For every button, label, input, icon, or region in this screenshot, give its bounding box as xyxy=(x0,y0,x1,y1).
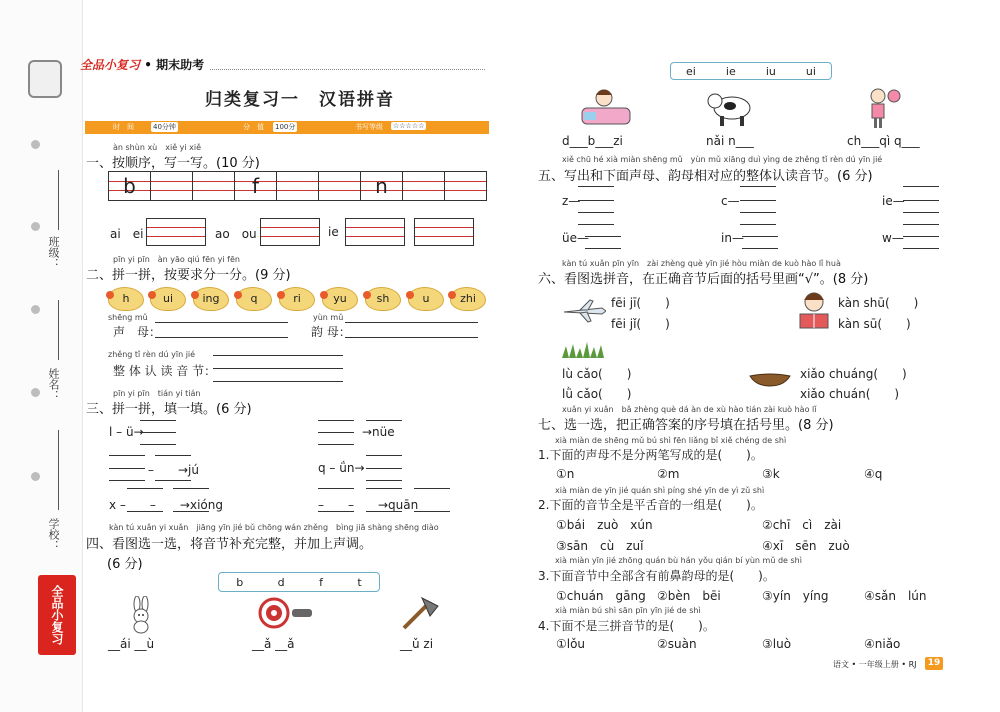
choice-letter: t xyxy=(357,575,362,589)
answer-line[interactable] xyxy=(109,468,145,469)
grid-cell[interactable]: n xyxy=(360,171,403,201)
q7-q1-opt: ③k xyxy=(762,467,780,481)
answer-line[interactable] xyxy=(903,248,939,249)
yunmu-pinyin: yùn mǔ xyxy=(313,313,344,322)
q7-q4-opt: ②suàn xyxy=(657,637,697,651)
answer-line[interactable] xyxy=(414,488,450,489)
q4-answer: __ǎ __ǎ xyxy=(252,637,295,651)
q7-q3-opt: ④sǎn lún xyxy=(864,589,927,603)
time-label: 时 间 xyxy=(113,123,134,131)
answer-line[interactable] xyxy=(318,511,354,512)
q1-answer-box[interactable] xyxy=(146,218,206,246)
q7-q4-pinyin: xià miàn bú shì sān pīn yīn jié de shì xyxy=(555,606,701,615)
q7-q4-opt: ③luò xyxy=(762,637,792,651)
answer-line[interactable] xyxy=(578,224,614,225)
answer-line[interactable] xyxy=(366,420,402,421)
answer-line[interactable] xyxy=(903,200,939,201)
zhengti-label: 整 体 认 读 音 节： xyxy=(113,364,217,378)
q5-item: in— xyxy=(721,231,744,245)
grass-icon xyxy=(562,340,604,358)
time-value: 40分钟 xyxy=(153,123,176,131)
grid-cell[interactable] xyxy=(318,171,361,201)
chick-card: ui xyxy=(150,287,186,311)
grid-cell[interactable] xyxy=(444,171,487,201)
class-line xyxy=(58,170,59,230)
answer-line[interactable] xyxy=(578,212,614,213)
answer-line[interactable] xyxy=(173,488,209,489)
school-line xyxy=(58,430,59,510)
q7-q2-opt: ④xī sēn zuò xyxy=(762,539,850,553)
q7-pinyin: xuǎn yi xuǎn bǎ zhèng què dá àn de xù hào tián zài kuò hào lǐ xyxy=(562,405,817,414)
chick-card: yu xyxy=(322,287,358,311)
grade-label: 书写等级 xyxy=(355,123,383,131)
answer-line[interactable] xyxy=(318,444,354,445)
chick-card: q xyxy=(236,287,272,311)
answer-line[interactable] xyxy=(366,468,402,469)
answer-line[interactable] xyxy=(140,432,176,433)
q6-option: lǜ cǎo( ) xyxy=(562,387,632,401)
q5-item: z— xyxy=(562,194,581,208)
answer-line[interactable] xyxy=(585,248,621,249)
chick-card: zhi xyxy=(450,287,486,311)
q7-q3-opt: ②bèn bēi xyxy=(657,589,721,603)
answer-line[interactable] xyxy=(318,488,354,489)
q5-title: 五、写出和下面声母、韵母相对应的整体认读音节。(6 分) xyxy=(538,169,873,184)
q3-item: →nüe xyxy=(362,425,395,439)
shengmu-pinyin: shēng mǔ xyxy=(108,313,148,322)
answer-line[interactable] xyxy=(213,355,343,356)
q7-q4-text: 4.下面不是三拼音节的是( )。 xyxy=(538,619,715,633)
answer-line[interactable] xyxy=(903,212,939,213)
binding-hole-icon xyxy=(31,305,40,314)
choice-letter: f xyxy=(319,575,323,589)
q5-item: ie— xyxy=(882,194,905,208)
q2-pinyin: pīn yi pīn àn yāo qiú fēn yi fēn xyxy=(113,255,240,264)
answer-line[interactable] xyxy=(414,511,450,512)
q7-q3-opt: ③yín yíng xyxy=(762,589,829,603)
top-answer: nǎi n___ xyxy=(706,134,754,148)
footer-label: 语文 • 一年级上册 • RJ xyxy=(833,660,917,669)
answer-line[interactable] xyxy=(109,480,145,481)
answer-line[interactable] xyxy=(903,186,939,187)
grid-cell[interactable]: b xyxy=(108,171,151,201)
q6-title: 六、看图选拼音，在正确音节后面的括号里画“√”。(8 分) xyxy=(538,272,869,287)
answer-line[interactable] xyxy=(742,236,778,237)
school-label: 学校： xyxy=(47,518,60,551)
grid-cell[interactable] xyxy=(192,171,235,201)
answer-line[interactable] xyxy=(345,337,478,338)
yunmu-label: 韵 母： xyxy=(311,325,351,339)
q4-title: 四、看图选一选，将音节补充完整，并加上声调。 xyxy=(86,537,373,552)
chick-card: u xyxy=(408,287,444,311)
q4-answer: __ǔ zi xyxy=(400,637,434,651)
q7-q3-text: 3.下面音节中全部含有前鼻韵母的是( )。 xyxy=(538,569,775,583)
q1-pinyin: àn shùn xù xiě yi xiě xyxy=(113,143,202,152)
q3-pinyin: pīn yi pīn tián yi tián xyxy=(113,389,201,398)
chick-card: h xyxy=(108,287,144,311)
answer-line[interactable] xyxy=(578,200,614,201)
q3-item: – – →quān xyxy=(318,498,419,512)
q1-answer-box[interactable] xyxy=(414,218,474,246)
binding-hole-icon xyxy=(31,388,40,397)
choice-letter: ei xyxy=(686,64,696,78)
q3-item: x – – →xióng xyxy=(109,498,223,512)
q1-pair-2-label: ao ou xyxy=(215,227,257,241)
answer-line[interactable] xyxy=(366,455,402,456)
q7-q4-opt: ①lǒu xyxy=(556,637,586,651)
q6-option: xiǎo chuán( ) xyxy=(800,387,900,401)
q1-title: 一、按顺序，写一写。(10 分) xyxy=(86,156,260,171)
q7-q1-opt: ④q xyxy=(864,467,883,481)
choice-letter: b xyxy=(236,575,244,589)
page-number: 19 xyxy=(925,657,943,670)
answer-line[interactable] xyxy=(585,236,621,237)
q5-item: üe— xyxy=(562,231,589,245)
answer-line[interactable] xyxy=(140,420,176,421)
q5-item: c— xyxy=(721,194,740,208)
class-label: 班级： xyxy=(47,236,60,269)
top-answer: ch___qì q___ xyxy=(847,134,920,148)
q4-score: (6 分) xyxy=(107,557,143,572)
answer-line[interactable] xyxy=(578,186,614,187)
q5-pinyin: xiě chū hé xià miàn shēng mǔ yùn mǔ xiāng duì yìng de zhěng tǐ rèn dú yīn jié xyxy=(562,155,883,164)
q1-pair-3-label: ie xyxy=(328,225,339,239)
choice-letter: d xyxy=(277,575,285,589)
q6-option: fēi jǐ( ) xyxy=(611,317,670,331)
grade-value: ☆☆☆☆☆ xyxy=(393,122,425,130)
q7-q1-opt: ②m xyxy=(657,467,680,481)
q7-q4-opt: ④niǎo xyxy=(864,637,901,651)
answer-line[interactable] xyxy=(740,186,776,187)
answer-line[interactable] xyxy=(742,248,778,249)
q4-answer: __ái __ù xyxy=(108,637,155,651)
answer-line[interactable] xyxy=(155,480,191,481)
cow-icon xyxy=(706,86,754,128)
q1-answer-box[interactable] xyxy=(345,218,405,246)
score-label: 分 值 xyxy=(243,123,264,131)
page-title: 归类复习一 汉语拼音 xyxy=(205,90,395,110)
grid-cell[interactable] xyxy=(402,171,445,201)
answer-line[interactable] xyxy=(318,432,354,433)
girl-bath-icon xyxy=(578,86,634,128)
q7-q2-opt: ①bái zuò xún xyxy=(556,518,653,532)
seal-icon xyxy=(28,60,62,98)
q3-item: – →jú xyxy=(148,463,199,477)
name-line xyxy=(58,300,59,360)
q3-title: 三、拼一拼，填一填。(6 分) xyxy=(86,402,252,417)
answer-line[interactable] xyxy=(213,381,343,382)
choice-letter: ui xyxy=(805,64,816,78)
shengmu-label: 声 母： xyxy=(113,325,162,339)
q6-option: lù cǎo( ) xyxy=(562,367,632,381)
choice-letter: ie xyxy=(725,64,736,78)
boat-icon xyxy=(748,372,792,388)
q4-choice-box xyxy=(218,572,380,592)
airplane-icon xyxy=(562,298,606,324)
top-choice-box xyxy=(670,62,832,80)
binding-margin xyxy=(0,0,83,712)
q1-pair-1-label: ai ei xyxy=(110,227,144,241)
answer-line[interactable] xyxy=(903,224,939,225)
q7-q2-text: 2.下面的音节全是平舌音的一组是( )。 xyxy=(538,498,763,512)
target-icon xyxy=(258,597,316,629)
brand-logo-vertical: 全品小复习 xyxy=(38,575,76,655)
top-answer: d___b___zi xyxy=(562,134,623,148)
chick-card: ing xyxy=(193,287,229,311)
q7-q1-opt: ①n xyxy=(556,467,575,481)
girl-balloon-icon xyxy=(866,84,902,130)
answer-line[interactable] xyxy=(740,224,776,225)
q7-q3-opt: ①chuán gāng xyxy=(556,589,646,603)
q1-writing-grid xyxy=(108,171,486,201)
grid-cell[interactable] xyxy=(276,171,319,201)
header-divider xyxy=(210,69,485,70)
answer-line[interactable] xyxy=(173,511,209,512)
q7-q2-opt: ②chī cì zài xyxy=(762,518,842,532)
q7-q1-text: 1.下面的声母不是分两笔写成的是( )。 xyxy=(538,448,763,462)
q1-answer-box[interactable] xyxy=(260,218,320,246)
q6-option: kàn sū( ) xyxy=(838,317,911,331)
answer-line[interactable] xyxy=(155,322,288,323)
brand: 全品小复习 • 期末助考 xyxy=(80,58,205,72)
answer-line[interactable] xyxy=(155,455,191,456)
brand-sub: 期末助考 xyxy=(156,58,205,72)
girl-reading-icon xyxy=(796,290,832,332)
q3-item: q – ǘn→ xyxy=(318,461,365,475)
q3-item: l – ü→ xyxy=(109,425,144,439)
q6-option: kàn shū( ) xyxy=(838,296,919,310)
answer-line[interactable] xyxy=(127,511,163,512)
answer-line[interactable] xyxy=(366,511,402,512)
chick-card: ri xyxy=(279,287,315,311)
q6-option: xiǎo chuáng( ) xyxy=(800,367,907,381)
q2-title: 二、拼一拼，按要求分一分。(9 分) xyxy=(86,268,291,283)
q7-q3-pinyin: xià miàn yīn jié zhōng quán bù hán yǒu qián bí yùn mǔ de shì xyxy=(555,556,802,565)
q4-pinyin: kàn tú xuǎn yi xuǎn jiāng yīn jié bǔ chōng wán zhěng bìng jiā shàng shēng diào xyxy=(109,523,439,532)
q7-q2-opt: ③sān cù zuǐ xyxy=(556,539,644,553)
answer-line[interactable] xyxy=(740,200,776,201)
brand-name: 全品小复习 xyxy=(80,58,141,72)
answer-line[interactable] xyxy=(155,337,288,338)
q6-option: fēi jī( ) xyxy=(611,296,670,310)
axe-icon xyxy=(400,596,440,632)
info-bar xyxy=(85,121,489,134)
choice-letter: iu xyxy=(765,64,776,78)
answer-line[interactable] xyxy=(345,322,478,323)
answer-line[interactable] xyxy=(127,488,163,489)
q6-pinyin: kàn tú xuǎn pīn yīn zài zhèng què yīn jié hòu miàn de kuò hào lǐ huà xyxy=(562,259,841,268)
answer-line[interactable] xyxy=(903,236,939,237)
q7-title: 七、选一选，把正确答案的序号填在括号里。(8 分) xyxy=(538,418,834,433)
rabbit-icon xyxy=(128,596,154,634)
answer-line[interactable] xyxy=(740,212,776,213)
q7-q1-pinyin: xià miàn de shēng mǔ bú shì fēn liǎng bǐ xiě chéng de shì xyxy=(555,436,787,445)
q7-q2-pinyin: xià miàn de yīn jié quán shì píng shé yīn de yì zǔ shì xyxy=(555,486,765,495)
zhengti-pinyin: zhěng tǐ rèn dú yīn jié xyxy=(108,350,196,359)
answer-line[interactable] xyxy=(140,444,176,445)
q5-item: w— xyxy=(882,231,904,245)
answer-line[interactable] xyxy=(366,480,402,481)
answer-line[interactable] xyxy=(109,455,145,456)
binding-hole-icon xyxy=(31,140,40,149)
grid-cell[interactable]: f xyxy=(234,171,277,201)
answer-line[interactable] xyxy=(366,488,402,489)
grid-cell[interactable] xyxy=(150,171,193,201)
binding-hole-icon xyxy=(31,472,40,481)
binding-hole-icon xyxy=(31,222,40,231)
chick-card: sh xyxy=(365,287,401,311)
name-label: 姓名： xyxy=(47,368,60,401)
score-value: 100分 xyxy=(275,123,296,131)
answer-line[interactable] xyxy=(318,420,354,421)
answer-line[interactable] xyxy=(213,368,343,369)
